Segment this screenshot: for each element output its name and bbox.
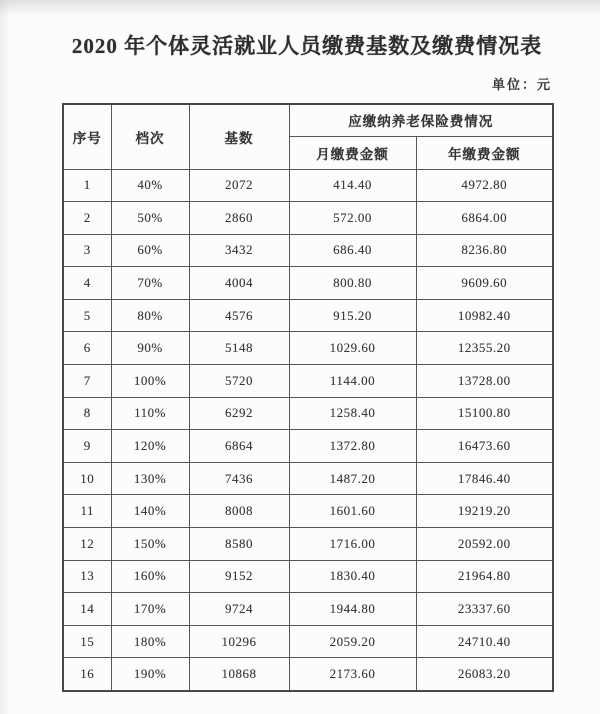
cell-base: 8008 [189,495,289,528]
cell-no: 16 [63,658,111,691]
cell-no: 10 [63,462,111,495]
cell-base: 10868 [189,658,289,691]
table-row [63,365,553,398]
cell-monthly: 1372.80 [289,430,416,463]
cell-yearly: 12355.20 [416,332,553,365]
cell-base: 8580 [189,528,289,561]
cell-yearly: 23337.60 [416,593,553,626]
cell-monthly: 414.40 [289,169,416,202]
cell-grade: 90% [111,332,189,365]
cell-no: 11 [63,495,111,528]
cell-grade: 50% [111,202,189,235]
cell-monthly: 686.40 [289,234,416,267]
cell-grade: 120% [111,430,189,463]
table-row [63,234,553,267]
cell-grade: 160% [111,560,189,593]
cell-no: 2 [63,202,111,235]
cell-yearly: 4972.80 [416,169,553,202]
table-row [63,593,553,626]
cell-monthly: 1487.20 [289,462,416,495]
cell-monthly: 572.00 [289,202,416,235]
cell-no: 1 [63,169,111,202]
column-header-yearly: 年缴费金额 [416,136,553,169]
cell-grade: 170% [111,593,189,626]
cell-no: 4 [63,267,111,300]
cell-no: 6 [63,332,111,365]
cell-no: 15 [63,625,111,658]
column-header-grade: 档次 [111,104,189,169]
cell-yearly: 20592.00 [416,528,553,561]
column-header-monthly: 月缴费金额 [289,136,416,169]
cell-base: 3432 [189,234,289,267]
cell-grade: 40% [111,169,189,202]
scan-shading-left [0,0,10,714]
cell-yearly: 10982.40 [416,299,553,332]
cell-grade: 190% [111,658,189,691]
cell-yearly: 6864.00 [416,202,553,235]
cell-base: 4004 [189,267,289,300]
cell-grade: 130% [111,462,189,495]
cell-base: 6292 [189,397,289,430]
cell-no: 13 [63,560,111,593]
scan-shading-top [0,0,600,16]
column-header-base: 基数 [189,104,289,169]
cell-no: 8 [63,397,111,430]
cell-monthly: 1029.60 [289,332,416,365]
table-row [63,462,553,495]
cell-yearly: 24710.40 [416,625,553,658]
table-row [63,397,553,430]
header-row-1 [63,104,553,136]
table-row [63,267,553,300]
payment-table [62,103,554,692]
cell-no: 3 [63,234,111,267]
table-row [63,299,553,332]
cell-monthly: 2059.20 [289,625,416,658]
cell-grade: 150% [111,528,189,561]
table-row [63,528,553,561]
cell-grade: 70% [111,267,189,300]
cell-yearly: 8236.80 [416,234,553,267]
table-header [63,104,553,169]
cell-base: 2860 [189,202,289,235]
cell-grade: 60% [111,234,189,267]
cell-monthly: 1601.60 [289,495,416,528]
cell-base: 6864 [189,430,289,463]
cell-monthly: 1716.00 [289,528,416,561]
cell-monthly: 1944.80 [289,593,416,626]
cell-grade: 110% [111,397,189,430]
unit-label: 单位：元 [491,77,552,92]
cell-monthly: 800.80 [289,267,416,300]
page-title: 2020 年个体灵活就业人员缴费基数及缴费情况表 [71,34,543,58]
column-header-no: 序号 [63,104,111,169]
cell-no: 14 [63,593,111,626]
cell-base: 9152 [189,560,289,593]
cell-grade: 100% [111,365,189,398]
cell-monthly: 1144.00 [289,365,416,398]
table-row [63,658,553,691]
cell-no: 7 [63,365,111,398]
table-row [63,169,553,202]
cell-grade: 180% [111,625,189,658]
cell-no: 5 [63,299,111,332]
cell-yearly: 9609.60 [416,267,553,300]
table-row [63,625,553,658]
cell-yearly: 13728.00 [416,365,553,398]
cell-base: 4576 [189,299,289,332]
cell-yearly: 26083.20 [416,658,553,691]
cell-grade: 80% [111,299,189,332]
cell-base: 5148 [189,332,289,365]
cell-monthly: 915.20 [289,299,416,332]
cell-base: 5720 [189,365,289,398]
cell-base: 7436 [189,462,289,495]
cell-no: 12 [63,528,111,561]
cell-monthly: 1830.40 [289,560,416,593]
table-row [63,495,553,528]
cell-monthly: 1258.40 [289,397,416,430]
table-row [63,560,553,593]
cell-monthly: 2173.60 [289,658,416,691]
cell-yearly: 21964.80 [416,560,553,593]
cell-base: 10296 [189,625,289,658]
table-row [63,430,553,463]
cell-grade: 140% [111,495,189,528]
column-header-pension-group: 应缴纳养老保险费情况 [289,104,553,136]
cell-yearly: 19219.20 [416,495,553,528]
cell-base: 9724 [189,593,289,626]
table-body [63,169,553,691]
cell-no: 9 [63,430,111,463]
cell-base: 2072 [189,169,289,202]
cell-yearly: 15100.80 [416,397,553,430]
payment-table-container [62,103,552,690]
table-row [63,202,553,235]
table-row [63,332,553,365]
cell-yearly: 17846.40 [416,462,553,495]
cell-yearly: 16473.60 [416,430,553,463]
